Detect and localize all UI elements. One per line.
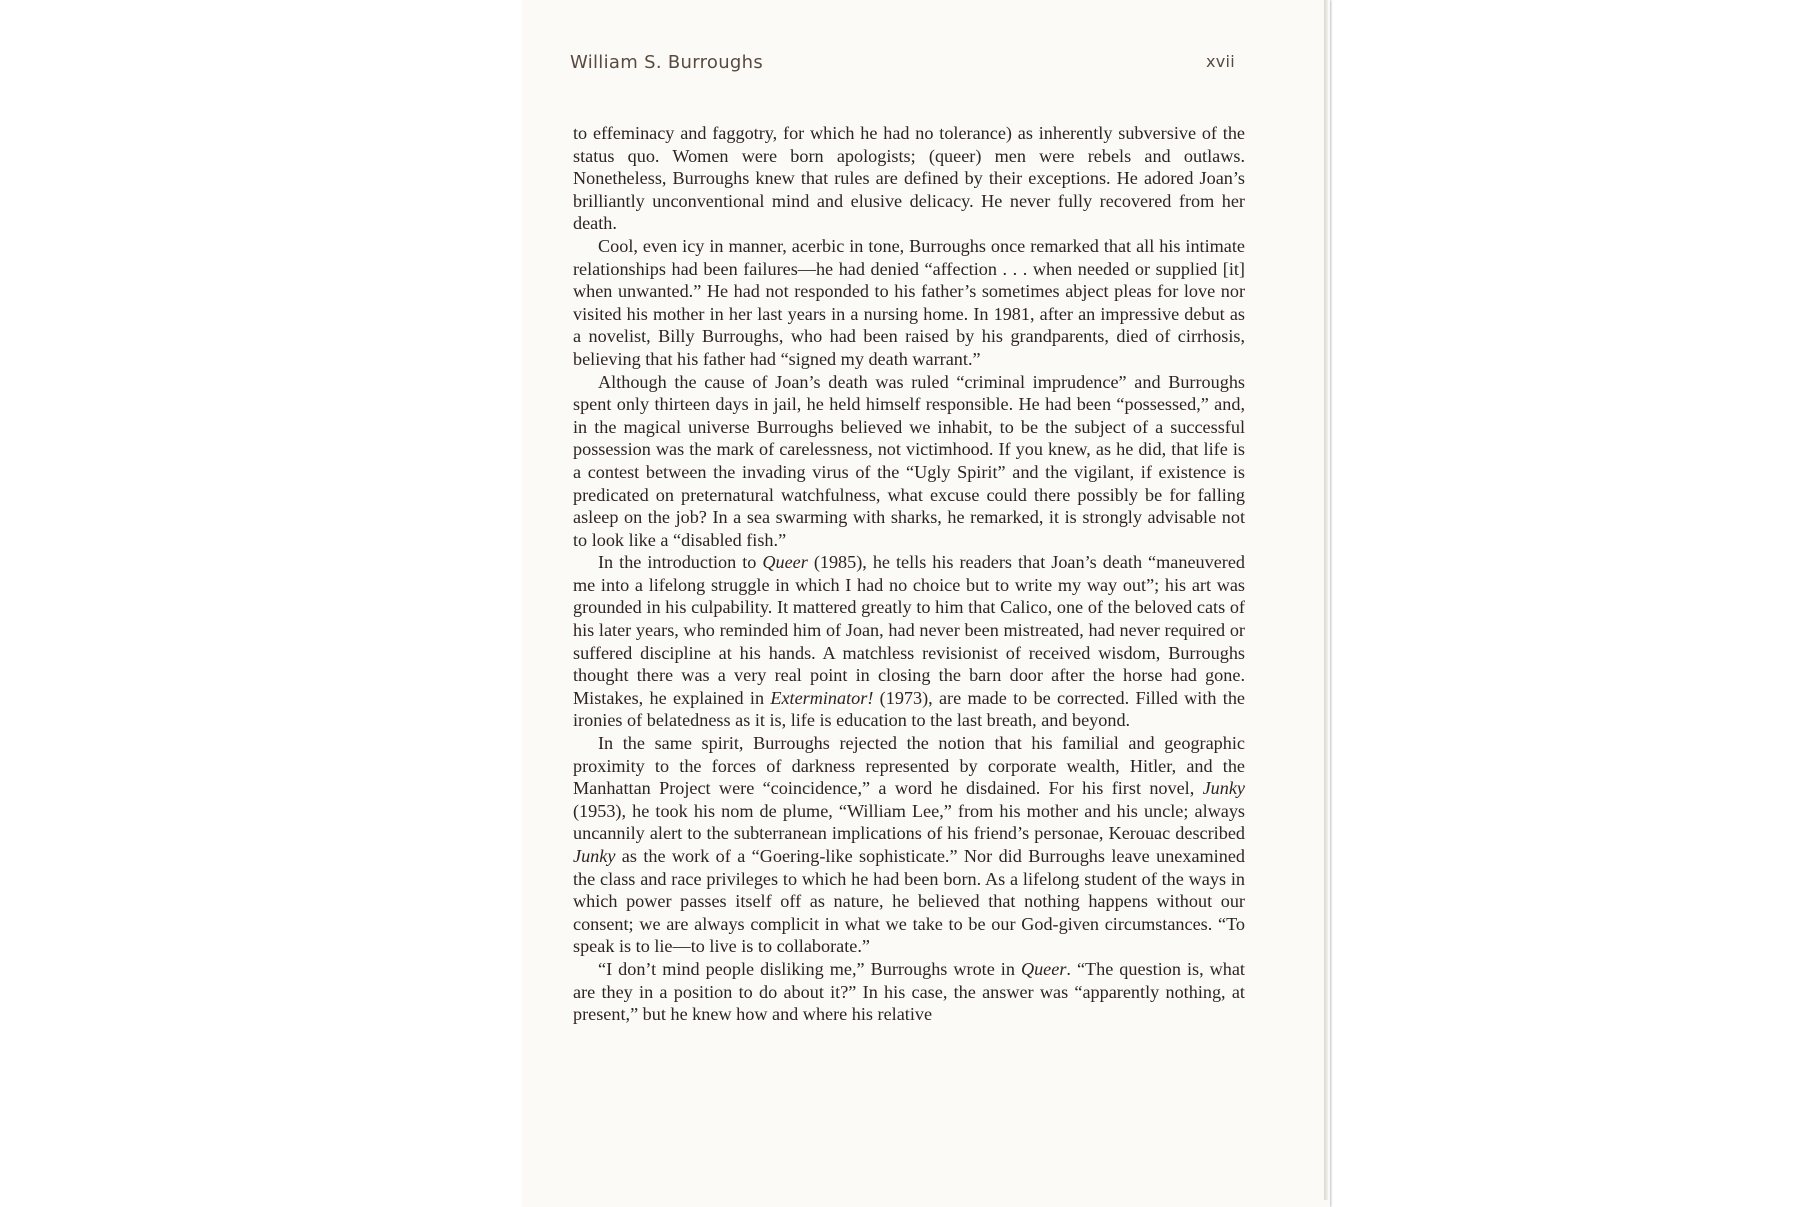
text-run: . “The question is, what are they in a position to do about it?” In his case, the answer was “apparently nothing, at present,” but he knew how and where his relative [573, 958, 1245, 1025]
paragraph [573, 958, 1245, 1026]
italic-title: Queer [762, 552, 808, 573]
paragraph [573, 732, 1245, 958]
page-edge [1324, 0, 1328, 1200]
italic-title: Exterminator! [770, 687, 874, 708]
text-run: In the same spirit, Burroughs rejected the notion that his familial and geographic proximity to the forces of darkness represented by corporate wealth, Hitler, and the Manhattan Project were “coincidence,” a word he disdained. For his first novel, [573, 733, 1245, 799]
text-run: Cool, even icy in manner, acerbic in tone, Burroughs once remarked that all his intimate relationships had been failures—he had denied “affection . . . when needed or supplied [it] when unwanted.” He had not responded to his father’s sometimes abject pleas for love nor visited his mother in her last years in a nursing home. In 1981, after an impressive debut as a novelist, Billy Burroughs, who had been raised by his grandparents, died of cirrhosis, believing that his father had “signed my death warrant.” [573, 235, 1245, 369]
text-run: “I don’t mind people disliking me,” Burroughs wrote in [598, 958, 1021, 979]
text-run: Although the cause of Joan’s death was ruled “criminal imprudence” and Burroughs spent only thirteen days in jail, he held himself responsible. He had been “possessed,” and, in the magical universe Burroughs believed we inhabit, to be the subject of a successful possession was the mark of carelessness, not victimhood. If you knew, as he did, that life is a contest between the invading virus of the “Ugly Spirit” and the vigilant, if existence is predicated on preternatural watchfulness, what excuse could there possibly be for falling asleep on the job? In a sea swarming with sharks, he remarked, it is strongly advisable not to look like a “disabled fish.” [573, 371, 1245, 550]
page-number: xvii [1205, 52, 1235, 71]
text-run: as the work of a “Goering-like sophisticate.” Nor did Burroughs leave unexamined the class and race privileges to which he had been born. As a lifelong student of the ways in which power passes itself off as nature, he believed that nothing happens without our consent; we are always complicit in what we take to be our God-given circumstances. “To speak is to lie—to live is to collaborate.” [573, 846, 1245, 957]
italic-title: Queer [1020, 958, 1067, 979]
running-head-author: William S. Burroughs [570, 52, 764, 73]
italic-title: Junky [573, 846, 616, 866]
paragraph [573, 122, 1245, 235]
text-run: (1953), he took his nom de plume, “William Lee,” from his mother and his uncle; always uncannily alert to the subterranean implications of his friend’s personae, Kerouac described [573, 800, 1245, 844]
paragraph [573, 371, 1245, 552]
italic-title: Junky [1202, 778, 1245, 799]
text-run: In the introduction to [598, 552, 763, 573]
text-run: (1973), are made to be corrected. Filled with the ironies of belatedness as it is, life is education to the last breath, and beyond. [573, 687, 1245, 731]
running-head [570, 52, 1235, 80]
text-run: (1985), he tells his readers that Joan’s death “maneuvered me into a lifelong struggle in which I had no choice but to write my way out”; his art was grounded in his culpability. It mattered greatly to him that Calico, one of the beloved cats of his later years, who reminded him of Joan, had never been mistreated, had never required or suffered discipline at his hands. A matchless revisionist of received wisdom, Burroughs thought there was a very real point in closing the barn door after the horse had gone. Mistakes, he explained in [573, 552, 1246, 708]
paragraph [573, 235, 1245, 371]
text-run: to effeminacy and faggotry, for which he had no tolerance) as inherently subversive of the status quo. Women were born apologists; (queer) men were rebels and outlaws. Nonetheless, Burroughs knew that rules are defined by their exceptions. He adored Joan’s brilliantly unconventional mind and elusive delicacy. He never fully recovered from her death. [573, 123, 1245, 234]
paragraph [573, 551, 1245, 732]
body-text [573, 122, 1245, 1026]
